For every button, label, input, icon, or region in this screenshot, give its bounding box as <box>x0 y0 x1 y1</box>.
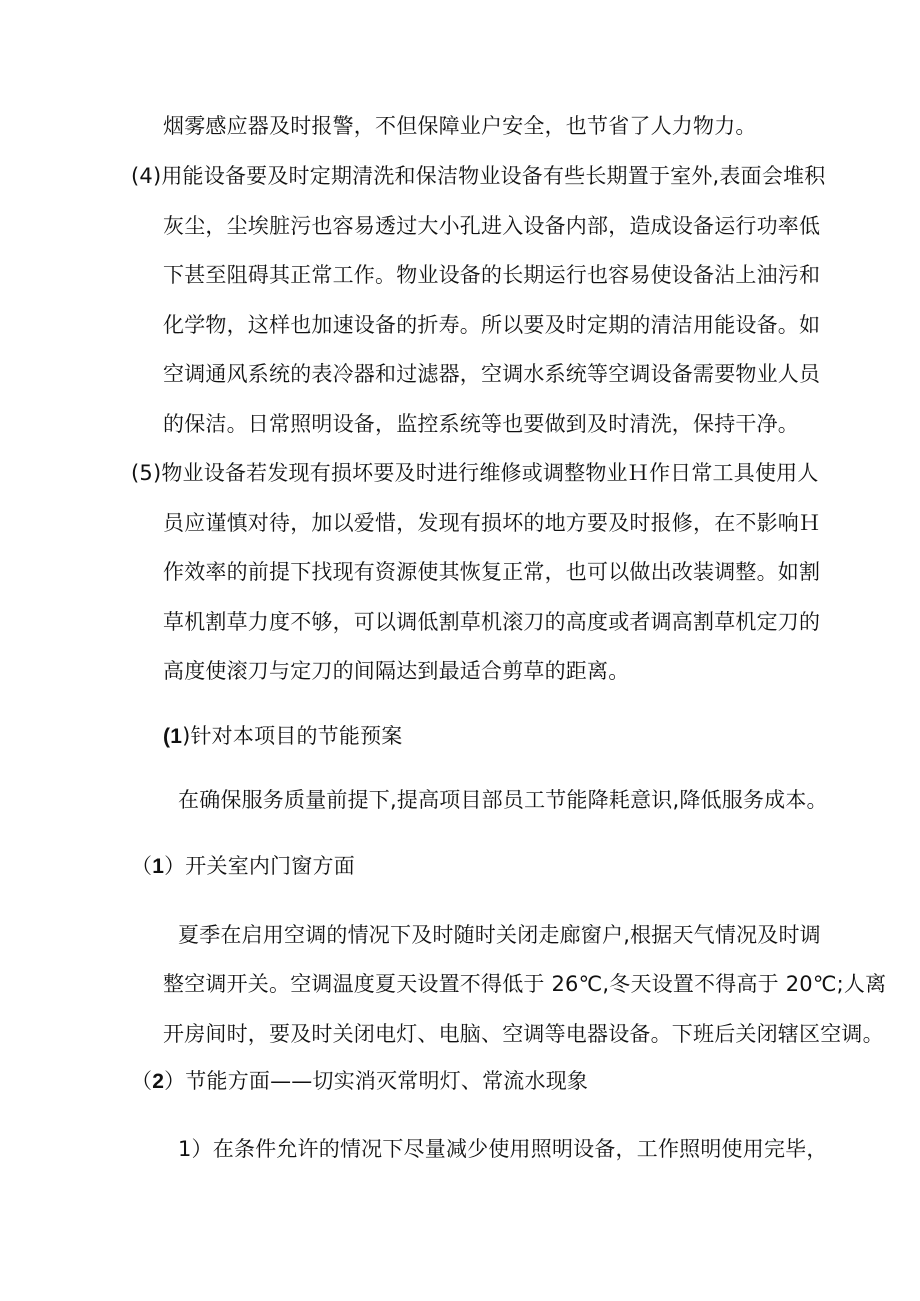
intro-paragraph: 在确保服务质量前提下,提高项目部员工节能降耗意识,降低服务成本。 <box>178 788 828 812</box>
section-number: (1 <box>163 725 183 748</box>
paragraph-line: 烟雾感应器及时报警，不但保障业户安全，也节省了人力物力。 <box>163 114 757 138</box>
list-item-5-line-5: 高度使滚刀与定刀的间隔达到最适合剪草的距离。 <box>163 659 630 683</box>
subheading-1-number: 1 <box>152 855 165 878</box>
section-title: )针对本项目的节能预案 <box>182 724 403 748</box>
list-item-5-line-4: 草机割草力度不够，可以调低割草机滚刀的高度或者调高割草机定刀的 <box>163 610 821 634</box>
list-item-4-line-5: 空调通风系统的表冷器和过滤器，空调水系统等空调设备需要物业人员 <box>163 362 821 386</box>
list-item-4-line-6: 的保洁。日常照明设备，监控系统等也要做到及时清洗，保持干净。 <box>163 412 799 436</box>
list-item-4-line-2: 灰尘，尘埃脏污也容易透过大小孔进入设备内部，造成设备运行功率低 <box>163 214 821 238</box>
subsection-2-item-1: 1）在条件允许的情况下尽量减少使用照明设备，工作照明使用完毕， <box>178 1137 828 1161</box>
subheading-2-number: 2 <box>152 1070 165 1093</box>
subheading-2-title: ）节能方面——切实消灭常明灯、常流水现象 <box>164 1069 589 1093</box>
subheading-2-open: （ <box>131 1069 153 1093</box>
subsection-1-line-2: 整空调开关。空调温度夏天设置不得低于 26℃,冬天设置不得高于 20℃;人离 <box>163 972 887 996</box>
list-item-5-line-1: (5)物业设备若发现有损坏要及时进行维修或调整物业Ｈ作日常工具使用人 <box>131 461 819 485</box>
subsection-1-line-1: 夏季在启用空调的情况下及时随时关闭走廊窗户,根据天气情况及时调 <box>178 923 821 947</box>
subheading-1-title: ）开关室内门窗方面 <box>164 854 355 878</box>
list-item-5-line-3: 作效率的前提下找现有资源使其恢复正常，也可以做出改装调整。如割 <box>163 560 821 584</box>
list-item-4-line-1: (4)用能设备要及时定期清洗和保洁物业设备有些长期置于室外,表面会堆积 <box>131 164 826 188</box>
section-heading <box>163 722 402 751</box>
list-item-5-line-2: 员应谨慎对待，加以爱惜，发现有损坏的地方要及时报修，在不影响Ｈ <box>163 511 821 535</box>
list-item-4-line-4: 化学物，这样也加速设备的折寿。所以要及时定期的清洁用能设备。如 <box>163 313 821 337</box>
subheading-1-open: （ <box>131 854 153 878</box>
subheading-2 <box>131 1067 588 1096</box>
subsection-1-line-3: 开房间时，要及时关闭电灯、电脑、空调等电器设备。下班后关闭辖区空调。 <box>163 1022 884 1046</box>
subheading-1 <box>131 852 355 881</box>
list-item-4-line-3: 下甚至阻碍其正常工作。物业设备的长期运行也容易使设备沾上油污和 <box>163 263 821 287</box>
